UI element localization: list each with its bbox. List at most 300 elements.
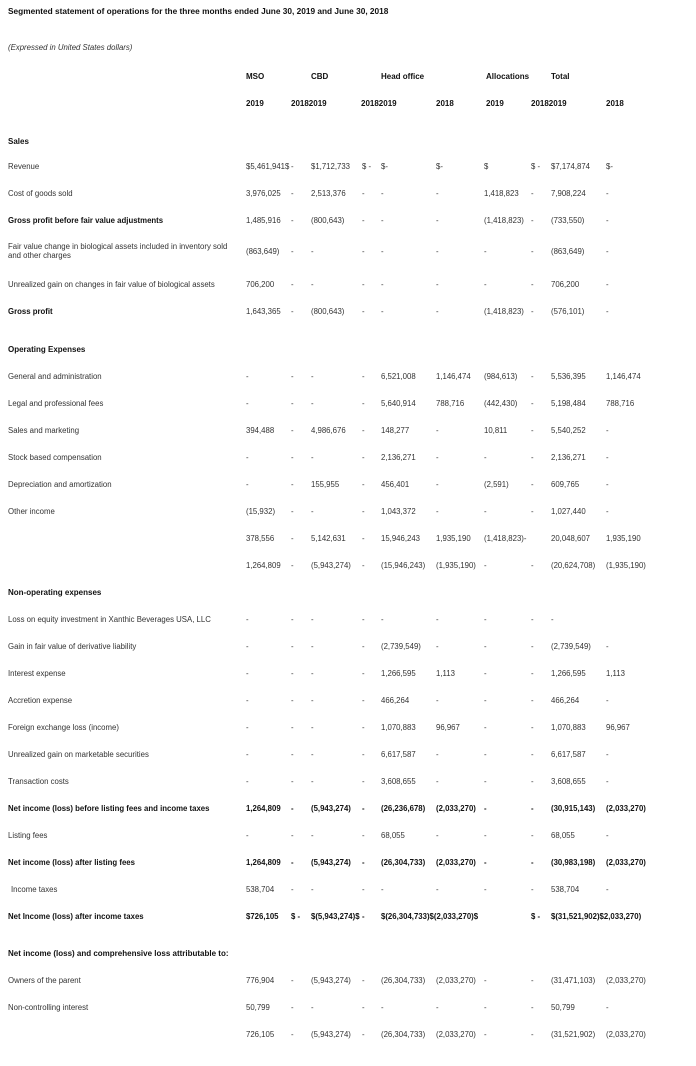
- table-cell: -: [362, 1003, 365, 1012]
- table-cell: 466,264: [551, 696, 580, 705]
- table-cell: -: [531, 480, 534, 489]
- table-cell: $7,174,874: [551, 162, 591, 171]
- table-cell: -: [311, 372, 314, 381]
- table-cell: -: [246, 831, 249, 840]
- table-cell: (800,643): [311, 216, 345, 225]
- table-row: [0, 507, 696, 521]
- table-cell: 20,048,607: [551, 534, 591, 543]
- table-cell: -: [311, 696, 314, 705]
- table-cell: -: [311, 1003, 314, 1012]
- page-title: Segmented statement of operations for the three months ended June 30, 2019 and June 30, 2018: [8, 6, 389, 16]
- table-cell: 3,976,025: [246, 189, 281, 198]
- table-cell: -: [311, 247, 314, 256]
- row-label: Gross profit before fair value adjustments: [8, 216, 164, 225]
- table-cell: -: [291, 831, 294, 840]
- table-cell: -: [291, 534, 294, 543]
- row-label: Legal and professional fees: [8, 399, 104, 408]
- table-cell: -: [606, 777, 609, 786]
- table-cell: 4,986,676: [311, 426, 346, 435]
- table-cell: -: [291, 480, 294, 489]
- table-cell: 394,488: [246, 426, 275, 435]
- table-cell: 148,277: [381, 426, 410, 435]
- table-cell: -: [436, 280, 439, 289]
- table-cell: -: [484, 831, 487, 840]
- table-cell: (800,643): [311, 307, 345, 316]
- table-cell: 96,967: [436, 723, 460, 732]
- table-cell: -: [291, 1003, 294, 1012]
- table-cell: 5,536,395: [551, 372, 586, 381]
- table-cell: 96,967: [606, 723, 630, 732]
- table-cell: -: [246, 750, 249, 759]
- table-cell: (15,932): [246, 507, 276, 516]
- row-label: Loss on equity investment in Xanthic Beverages USA, LLC: [8, 615, 211, 624]
- table-cell: -: [484, 247, 487, 256]
- table-cell: -: [531, 216, 534, 225]
- table-row: [0, 399, 696, 413]
- table-cell: -: [362, 507, 365, 516]
- table-row: [0, 804, 696, 818]
- table-cell: $ -: [531, 912, 541, 921]
- table-cell: 1,113: [606, 669, 625, 678]
- table-cell: (2,033,270): [606, 804, 646, 813]
- table-cell: -: [436, 1003, 439, 1012]
- table-row: [0, 534, 696, 548]
- table-cell: -: [531, 976, 534, 985]
- table-cell: -: [436, 453, 439, 462]
- row-label: Foreign exchange loss (income): [8, 723, 119, 732]
- table-cell: -: [291, 615, 294, 624]
- table-cell: 706,200: [246, 280, 275, 289]
- table-cell: -: [246, 669, 249, 678]
- table-cell: (26,304,733): [381, 1030, 426, 1039]
- table-cell: (442,430): [484, 399, 518, 408]
- table-row: [0, 216, 696, 230]
- table-cell: -: [291, 976, 294, 985]
- table-cell: -: [362, 426, 365, 435]
- table-cell: -: [484, 642, 487, 651]
- table-cell: -: [246, 372, 249, 381]
- table-row: [0, 242, 696, 261]
- table-cell: (2,033,270): [436, 858, 476, 867]
- table-cell: -: [362, 247, 365, 256]
- table-cell: -: [291, 162, 294, 171]
- table-cell: -: [606, 507, 609, 516]
- table-cell: -: [531, 1003, 534, 1012]
- table-cell: 155,955: [311, 480, 340, 489]
- table-cell: 538,704: [246, 885, 275, 894]
- table-cell: -: [551, 615, 554, 624]
- table-cell: -: [291, 777, 294, 786]
- table-cell: -: [484, 669, 487, 678]
- table-cell: -: [436, 480, 439, 489]
- table-cell: -: [362, 669, 365, 678]
- table-cell: $: [484, 162, 489, 171]
- table-cell: $-: [436, 162, 443, 171]
- table-cell: 1,935,190: [606, 534, 641, 543]
- row-label: Revenue: [8, 162, 40, 171]
- table-cell: -: [436, 189, 439, 198]
- table-cell: -: [531, 885, 534, 894]
- row-label: Depreciation and amortization: [8, 480, 112, 489]
- table-cell: -: [531, 507, 534, 516]
- year-header: 20182019: [291, 99, 327, 108]
- table-cell: 15,946,243: [381, 534, 421, 543]
- table-cell: -: [484, 976, 487, 985]
- table-cell: -: [484, 885, 487, 894]
- table-cell: 1,264,809: [246, 561, 281, 570]
- table-cell: -: [436, 216, 439, 225]
- table-cell: 1,113: [436, 669, 455, 678]
- table-cell: -: [362, 307, 365, 316]
- row-label: Owners of the parent: [8, 976, 81, 985]
- table-cell: -: [381, 189, 384, 198]
- table-cell: -: [436, 777, 439, 786]
- table-cell: -: [291, 804, 294, 813]
- table-cell: -: [381, 247, 384, 256]
- table-cell: $(5,943,274)$: [311, 912, 360, 921]
- table-cell: -: [531, 189, 534, 198]
- row-label: Income taxes: [11, 885, 58, 894]
- row-label: Unrealized gain on changes in fair value of biological assets: [8, 280, 215, 289]
- row-label: Listing fees: [8, 831, 48, 840]
- table-cell: -: [606, 307, 609, 316]
- table-cell: 1,146,474: [606, 372, 641, 381]
- row-label: Cost of goods sold: [8, 189, 73, 198]
- table-cell: -: [381, 1003, 384, 1012]
- table-cell: -: [291, 399, 294, 408]
- year-header: 2018: [606, 99, 624, 108]
- table-cell: (2,033,270): [606, 1030, 646, 1039]
- table-cell: 1,264,809: [246, 804, 281, 813]
- table-cell: -: [291, 280, 294, 289]
- table-cell: -: [291, 372, 294, 381]
- table-cell: -: [311, 750, 314, 759]
- table-cell: -: [311, 453, 314, 462]
- table-cell: -: [484, 1003, 487, 1012]
- table-cell: -: [436, 696, 439, 705]
- table-cell: -: [484, 804, 487, 813]
- table-row: [0, 912, 696, 926]
- table-cell: -: [381, 280, 384, 289]
- table-cell: -: [381, 885, 384, 894]
- table-cell: -: [436, 247, 439, 256]
- table-cell: -: [436, 750, 439, 759]
- table-cell: -: [311, 615, 314, 624]
- table-cell: 2,136,271: [551, 453, 586, 462]
- table-cell: -: [311, 777, 314, 786]
- table-cell: 1,935,190: [436, 534, 471, 543]
- row-label: Interest expense: [8, 669, 66, 678]
- table-cell: -: [531, 615, 534, 624]
- table-cell: 1,027,440: [551, 507, 586, 516]
- table-cell: -: [484, 858, 487, 867]
- table-cell: (1,935,190): [436, 561, 476, 570]
- section-operating-expenses: Operating Expenses: [8, 345, 86, 354]
- table-cell: (2,033,270): [436, 1030, 476, 1039]
- table-cell: (984,613): [484, 372, 518, 381]
- currency-note: (Expressed in United States dollars): [8, 43, 133, 52]
- table-cell: 1,418,823: [484, 189, 519, 198]
- table-cell: -: [362, 480, 365, 489]
- table-cell: -: [381, 615, 384, 624]
- table-cell: -: [531, 669, 534, 678]
- table-cell: $ -: [291, 912, 301, 921]
- table-cell: 776,904: [246, 976, 275, 985]
- table-cell: 1,043,372: [381, 507, 416, 516]
- table-cell: (30,915,143): [551, 804, 596, 813]
- table-cell: 68,055: [381, 831, 405, 840]
- table-cell: $5,461,941$: [246, 162, 290, 171]
- table-row: [0, 750, 696, 764]
- table-cell: (15,946,243): [381, 561, 426, 570]
- table-cell: (2,033,270): [436, 804, 476, 813]
- table-cell: -: [291, 669, 294, 678]
- segment-header-head-office: Head office: [381, 72, 425, 81]
- table-cell: -: [362, 189, 365, 198]
- table-cell: -: [311, 885, 314, 894]
- table-cell: -: [311, 507, 314, 516]
- segment-header-total: Total: [551, 72, 570, 81]
- year-header: 2019: [486, 99, 504, 108]
- table-cell: -: [606, 247, 609, 256]
- table-cell: 2,513,376: [311, 189, 346, 198]
- table-cell: 706,200: [551, 280, 580, 289]
- table-cell: -: [606, 426, 609, 435]
- table-cell: (2,033,270): [436, 976, 476, 985]
- table-row: [0, 669, 696, 683]
- table-cell: -: [531, 561, 534, 570]
- table-cell: -: [606, 280, 609, 289]
- table-row: [0, 280, 696, 294]
- table-cell: 456,401: [381, 480, 410, 489]
- row-label: General and administration: [8, 372, 102, 381]
- table-cell: (5,943,274): [311, 858, 351, 867]
- table-cell: 609,765: [551, 480, 580, 489]
- row-label: Fair value change in biological assets included in inventory sold and other charges: [8, 242, 228, 260]
- table-cell: 1,146,474: [436, 372, 471, 381]
- table-cell: -: [311, 723, 314, 732]
- table-cell: 5,142,631: [311, 534, 346, 543]
- table-cell: -: [246, 480, 249, 489]
- table-cell: -: [311, 831, 314, 840]
- table-cell: -: [381, 307, 384, 316]
- table-cell: -: [484, 280, 487, 289]
- table-cell: 1,266,595: [381, 669, 416, 678]
- year-header: 2018: [436, 99, 454, 108]
- table-cell: -: [484, 615, 487, 624]
- table-row: [0, 976, 696, 990]
- table-cell: 1,266,595: [551, 669, 586, 678]
- table-cell: -: [362, 912, 365, 921]
- table-cell: -: [246, 696, 249, 705]
- table-cell: -: [531, 307, 534, 316]
- table-cell: (1,935,190): [606, 561, 646, 570]
- table-cell: (5,943,274): [311, 976, 351, 985]
- table-cell: -: [362, 561, 365, 570]
- table-cell: 788,716: [436, 399, 465, 408]
- table-cell: -: [311, 280, 314, 289]
- table-cell: -: [606, 480, 609, 489]
- table-row: [0, 1030, 696, 1044]
- table-cell: 1,264,809: [246, 858, 281, 867]
- table-cell: -: [362, 976, 365, 985]
- row-label: Stock based compensation: [8, 453, 102, 462]
- table-cell: -: [362, 858, 365, 867]
- table-cell: -: [291, 453, 294, 462]
- table-cell: -: [484, 1030, 487, 1039]
- table-cell: (863,649): [246, 247, 280, 256]
- year-header: 2019: [246, 99, 264, 108]
- table-cell: (576,101): [551, 307, 585, 316]
- table-cell: -: [362, 1030, 365, 1039]
- table-cell: -: [531, 372, 534, 381]
- table-cell: (733,550): [551, 216, 585, 225]
- table-cell: -: [291, 642, 294, 651]
- table-cell: -: [246, 615, 249, 624]
- table-row: [0, 777, 696, 791]
- table-cell: 50,799: [246, 1003, 270, 1012]
- section-sales: Sales: [8, 137, 29, 146]
- table-cell: -: [362, 750, 365, 759]
- table-cell: 1,485,916: [246, 216, 281, 225]
- table-row: [0, 453, 696, 467]
- table-cell: -: [531, 280, 534, 289]
- table-cell: 68,055: [551, 831, 575, 840]
- row-label: Gross profit: [8, 307, 53, 316]
- table-cell: -: [362, 885, 365, 894]
- table-cell: -: [311, 399, 314, 408]
- table-row: [0, 642, 696, 656]
- table-cell: -: [606, 696, 609, 705]
- table-cell: -: [484, 696, 487, 705]
- table-cell: -: [362, 804, 365, 813]
- table-cell: -: [436, 831, 439, 840]
- table-cell: -: [362, 280, 365, 289]
- table-row: [0, 885, 696, 899]
- table-cell: -: [362, 615, 365, 624]
- table-cell: -: [436, 642, 439, 651]
- table-cell: $(26,304,733)$(2,033,270)$: [381, 912, 479, 921]
- year-header: 20182019: [531, 99, 567, 108]
- table-cell: 6,521,008: [381, 372, 416, 381]
- table-cell: -: [484, 750, 487, 759]
- table-cell: -: [381, 216, 384, 225]
- table-cell: -: [246, 723, 249, 732]
- table-cell: $ -: [531, 162, 541, 171]
- table-row: [0, 307, 696, 321]
- table-cell: -: [362, 642, 365, 651]
- table-cell: 6,617,587: [381, 750, 416, 759]
- table-cell: $726,105: [246, 912, 279, 921]
- table-cell: 2,136,271: [381, 453, 416, 462]
- table-cell: (1,418,823): [484, 307, 524, 316]
- table-row: [0, 858, 696, 872]
- table-cell: -: [246, 453, 249, 462]
- table-row: [0, 480, 696, 494]
- row-label: Accretion expense: [8, 696, 73, 705]
- table-cell: (26,304,733): [381, 976, 426, 985]
- table-cell: -: [606, 1003, 609, 1012]
- table-cell: -: [531, 642, 534, 651]
- table-cell: (2,033,270): [606, 858, 646, 867]
- table-row: [0, 723, 696, 737]
- table-cell: -: [436, 507, 439, 516]
- table-cell: (5,943,274): [311, 1030, 351, 1039]
- table-cell: -: [246, 399, 249, 408]
- row-label: Unrealized gain on marketable securities: [8, 750, 149, 759]
- row-label: Transaction costs: [8, 777, 69, 786]
- row-label: Non-controlling interest: [8, 1003, 89, 1012]
- table-cell: -: [484, 453, 487, 462]
- year-header: 20182019: [361, 99, 397, 108]
- segment-header-allocations: Allocations: [486, 72, 530, 81]
- table-cell: -: [311, 642, 314, 651]
- segment-header-cbd: CBD: [311, 72, 329, 81]
- table-cell: -: [531, 399, 534, 408]
- row-label: Other income: [8, 507, 55, 516]
- table-cell: 466,264: [381, 696, 410, 705]
- table-cell: -: [291, 561, 294, 570]
- table-cell: (2,591): [484, 480, 509, 489]
- table-cell: 1,643,365: [246, 307, 281, 316]
- table-cell: (1,418,823)-: [484, 534, 527, 543]
- section-attributable: Net income (loss) and comprehensive loss attributable to:: [8, 949, 229, 958]
- table-cell: $ -: [362, 162, 372, 171]
- table-cell: 538,704: [551, 885, 580, 894]
- table-row: [0, 615, 696, 629]
- table-cell: (30,983,198): [551, 858, 596, 867]
- table-cell: -: [362, 777, 365, 786]
- table-cell: -: [606, 642, 609, 651]
- table-cell: -: [606, 885, 609, 894]
- table-cell: -: [531, 247, 534, 256]
- table-cell: -: [436, 885, 439, 894]
- table-cell: -: [362, 534, 365, 543]
- table-cell: -: [362, 399, 365, 408]
- table-cell: -: [531, 1030, 534, 1039]
- table-cell: -: [291, 1030, 294, 1039]
- table-cell: $-: [606, 162, 613, 171]
- table-cell: -: [291, 189, 294, 198]
- table-cell: (2,739,549): [381, 642, 421, 651]
- table-cell: -: [362, 723, 365, 732]
- row-label: Gain in fair value of derivative liability: [8, 642, 137, 651]
- table-cell: 50,799: [551, 1003, 575, 1012]
- table-cell: (31,471,103): [551, 976, 596, 985]
- table-cell: -: [436, 426, 439, 435]
- table-cell: -: [291, 426, 294, 435]
- table-row: [0, 696, 696, 710]
- table-cell: -: [291, 307, 294, 316]
- table-row: [0, 372, 696, 386]
- table-cell: 3,608,655: [551, 777, 586, 786]
- table-cell: -: [484, 507, 487, 516]
- table-cell: -: [531, 453, 534, 462]
- table-cell: $1,712,733: [311, 162, 351, 171]
- table-cell: -: [606, 189, 609, 198]
- table-cell: -: [246, 777, 249, 786]
- table-cell: -: [291, 858, 294, 867]
- table-cell: 1,070,883: [551, 723, 586, 732]
- table-cell: $(31,521,902)$2,033,270): [551, 912, 642, 921]
- section-non-operating-expenses: Non-operating expenses: [8, 588, 102, 597]
- table-cell: -: [291, 750, 294, 759]
- table-cell: 3,608,655: [381, 777, 416, 786]
- table-cell: -: [246, 642, 249, 651]
- table-cell: 5,540,252: [551, 426, 586, 435]
- row-label: Sales and marketing: [8, 426, 80, 435]
- table-cell: -: [531, 723, 534, 732]
